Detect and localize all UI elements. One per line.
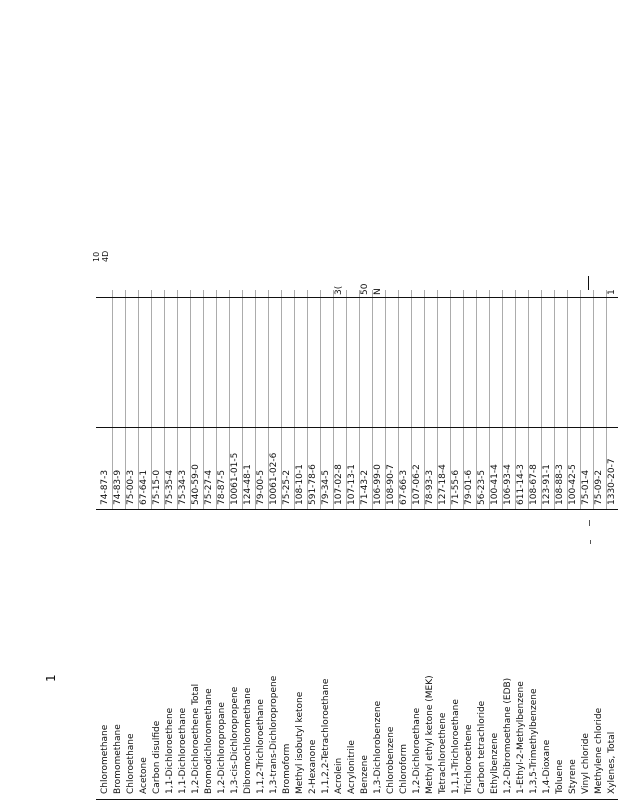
- table-row: [607, 290, 618, 800]
- compound-name: 1,2-Dichloroethene Total: [191, 683, 201, 794]
- compound-name: 1,1,1-Trichloroethane: [451, 699, 461, 794]
- cas-number: 75-09-2: [594, 469, 604, 505]
- cas-number: 75-00-3: [126, 469, 136, 505]
- compound-name: Benzene: [360, 755, 370, 794]
- cas-number: 106-99-0: [373, 464, 383, 505]
- cas-number: 107-06-2: [412, 464, 422, 505]
- cas-number: 100-41-4: [490, 464, 500, 505]
- compound-name: 1,1,2,2-Tetrachloroethane: [321, 678, 331, 794]
- cas-number: 106-93-4: [503, 464, 513, 505]
- table-row: [412, 290, 423, 800]
- cas-number: 75-15-0: [152, 469, 162, 505]
- cas-number: 1330-20-7: [607, 458, 617, 505]
- compound-name: 1,3-Dichlorobenzene: [373, 700, 383, 794]
- cas-number: 108-10-1: [295, 464, 305, 505]
- cas-number: 591-78-6: [308, 464, 318, 505]
- compound-name: Methyl isobutyl ketone: [295, 691, 305, 794]
- table-row: [321, 290, 332, 800]
- cas-number: 78-93-3: [425, 469, 435, 505]
- table-row: [360, 283, 371, 800]
- table-row: [438, 290, 449, 800]
- cas-number: 75-01-4: [581, 469, 591, 505]
- compound-name: Dibromochloromethane: [243, 687, 253, 794]
- table-row: [542, 290, 553, 800]
- compound-name: Methyl ethyl ketone (MEK): [425, 675, 435, 794]
- compound-name: 1,1-Dichloroethane: [178, 707, 188, 794]
- table-row: [464, 290, 475, 800]
- cas-number: 75-34-3: [178, 469, 188, 505]
- cas-number: 611-14-3: [516, 464, 526, 505]
- page-number: 1: [44, 674, 58, 682]
- compound-name: Styrene: [568, 759, 578, 794]
- cas-number: 10061-01-5: [230, 452, 240, 505]
- cas-number: 79-01-6: [464, 469, 474, 505]
- cas-number: 540-59-0: [191, 464, 201, 505]
- table-row: [594, 290, 605, 800]
- cas-number: 10061-02-6: [269, 452, 279, 505]
- table-row: [555, 290, 566, 800]
- table-row: [568, 290, 579, 800]
- table-row: [347, 290, 358, 800]
- cas-number: 67-66-3: [399, 469, 409, 505]
- compound-name: Vinyl chloride: [581, 733, 591, 794]
- compound-name: 1,3,5-Trimethylbenzene: [529, 688, 539, 794]
- table-row: [139, 290, 150, 800]
- table-row: [256, 290, 267, 800]
- compound-name: 1,1-Dichloroethene: [165, 707, 175, 794]
- cas-number: 75-35-4: [165, 469, 175, 505]
- table-row: [191, 290, 202, 800]
- cas-number: 75-27-4: [204, 469, 214, 505]
- compound-name: Chloromethane: [100, 724, 110, 794]
- compound-name: 1,2-Dibromoethane (EDB): [503, 677, 513, 794]
- value-flag: 1: [607, 289, 617, 295]
- table-row: [516, 290, 527, 800]
- table-row: [152, 290, 163, 800]
- table-row: [282, 290, 293, 800]
- compound-name: Bromodichloromethane: [204, 688, 214, 794]
- code-top: 10: [92, 251, 101, 262]
- compound-name: 1,4-Dioxane: [542, 739, 552, 794]
- table-row: [386, 290, 397, 800]
- compound-name: Chlorobenzene: [386, 726, 396, 794]
- compound-name: 1,2-Dichloropropane: [217, 702, 227, 794]
- cas-number: 124-48-1: [243, 464, 253, 505]
- cas-number: 79-00-5: [256, 469, 266, 505]
- table-row: [243, 290, 254, 800]
- table-row: [425, 290, 436, 800]
- compound-name: 2-Hexanone: [308, 739, 318, 794]
- table-row: [204, 290, 215, 800]
- compound-table: [96, 283, 618, 800]
- compound-name: Bromoform: [282, 743, 292, 794]
- table-row: [269, 290, 280, 800]
- compound-name: Chloroform: [399, 744, 409, 794]
- table-row: [113, 290, 124, 800]
- compound-name: Methylene chloride: [594, 707, 604, 794]
- table-row: [581, 290, 592, 800]
- compound-name: Tetrachloroethene: [438, 712, 448, 794]
- compound-name: Trichloroethene: [464, 724, 474, 794]
- cas-number: 74-83-9: [113, 469, 123, 505]
- compound-name: Chloroethane: [126, 733, 136, 794]
- compound-name: Xylenes, Total: [607, 731, 617, 794]
- page-code: [92, 251, 110, 262]
- cas-number: 79-34-5: [321, 469, 331, 505]
- value-flag: N: [373, 288, 383, 295]
- compound-name: 1,3-cis-Dichloropropene: [230, 686, 240, 794]
- table-row: [490, 290, 501, 800]
- table-row: [503, 290, 514, 800]
- cas-number: 78-87-5: [217, 469, 227, 505]
- code-bottom: 4D: [101, 250, 110, 262]
- cas-number: 108-90-7: [386, 464, 396, 505]
- compound-name: Bromomethane: [113, 724, 123, 794]
- cas-number: 75-25-2: [282, 469, 292, 505]
- speck-mark-2: [590, 540, 591, 544]
- compound-name: 1,3-trans-Dichloropropene: [269, 675, 279, 794]
- table-row: [217, 290, 228, 800]
- compound-name: 1-Ethyl-2-Methylbenzene: [516, 681, 526, 794]
- cas-number: 108-88-3: [555, 464, 565, 505]
- table-row: [230, 290, 241, 800]
- cas-number: 107-13-1: [347, 464, 357, 505]
- cas-number: 108-67-8: [529, 464, 539, 505]
- compound-name: Carbon tetrachloride: [477, 700, 487, 794]
- table-row: [334, 285, 345, 800]
- table-row: [529, 290, 540, 800]
- table-row: [100, 290, 111, 800]
- value-flag: 3(: [334, 285, 344, 295]
- cas-number: 56-23-5: [477, 469, 487, 505]
- compound-name: Acrylonitrile: [347, 740, 357, 794]
- compound-table-rotated: [96, 283, 618, 800]
- table-row: [126, 290, 137, 800]
- cas-number: 71-55-6: [451, 469, 461, 505]
- table-row: [399, 290, 410, 800]
- compound-name: Acrolein: [334, 757, 344, 794]
- compound-name: Acetone: [139, 757, 149, 794]
- compound-name: Ethylbenzene: [490, 732, 500, 794]
- cas-number: 127-18-4: [438, 464, 448, 505]
- table-row: [308, 290, 319, 800]
- margin-mark: [588, 276, 589, 290]
- table-row: [178, 290, 189, 800]
- compound-name: Toluene: [555, 759, 565, 794]
- cas-number: 74-87-3: [100, 469, 110, 505]
- compound-name: 1,2-Dichloroethane: [412, 707, 422, 794]
- cas-number: 71-43-2: [360, 469, 370, 505]
- table-row: [295, 290, 306, 800]
- value-flag: 50: [360, 283, 370, 295]
- cas-number: 107-02-8: [334, 464, 344, 505]
- speck-mark: [589, 520, 590, 526]
- compound-name: 1,1,2-Trichloroethane: [256, 699, 266, 794]
- table-row: [373, 290, 384, 800]
- table-row: [451, 290, 462, 800]
- table-row: [477, 290, 488, 800]
- cas-number: 123-91-1: [542, 464, 552, 505]
- compound-name: Carbon disulfide: [152, 720, 162, 794]
- cas-number: 67-64-1: [139, 469, 149, 505]
- cas-number: 100-42-5: [568, 464, 578, 505]
- table-row: [165, 290, 176, 800]
